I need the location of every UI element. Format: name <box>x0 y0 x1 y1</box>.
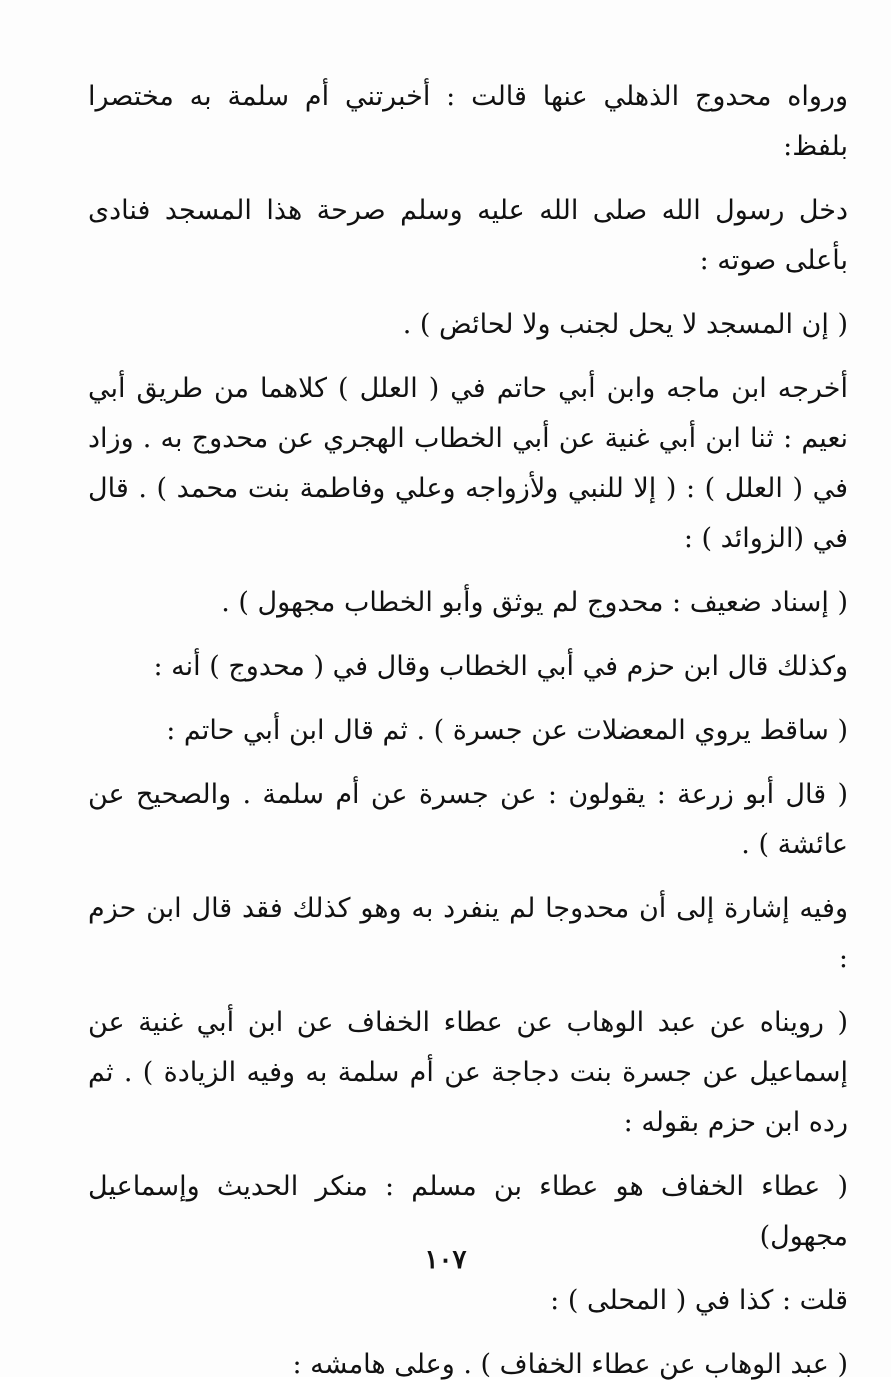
paragraph-5: ( إسناد ضعيف : محدوج لم يوثق وأبو الخطاب مجهول ) . <box>221 587 848 618</box>
paragraph-10: ( رويناه عن عبد الوهاب عن عطاء الخفاف عن ابن أبي غنية عن إسماعيل عن جسرة بنت دجاجة عن أم سلمة به وفيه الزيادة ) . ثم رده ابن حزم بقوله : <box>88 1007 848 1138</box>
paragraph-2: دخل رسول الله صلى الله عليه وسلم صرحة هذا المسجد فنادى بأعلى صوته : <box>88 195 848 276</box>
body-text <box>88 72 848 1390</box>
page-number: ١٠٧ <box>424 1245 467 1275</box>
paragraph-11: ( عطاء الخفاف هو عطاء بن مسلم : منكر الحديث وإسماعيل مجهول) <box>88 1171 848 1252</box>
paragraph-12: قلت : كذا في ( المحلى ) : <box>550 1285 848 1316</box>
paragraph-4: أخرجه ابن ماجه وابن أبي حاتم في ( العلل ) كلاهما من طريق أبي نعيم : ثنا ابن أبي غنية عن أبي الخطاب الهجري عن محدوج به . وزاد في ( العلل ) : ( إلا للنبي ولأزواجه وعلي وفاطمة بنت محمد ) . قال في (الزوائد ) : <box>88 373 848 554</box>
paragraph-7: ( ساقط يروي المعضلات عن جسرة ) . ثم قال ابن أبي حاتم : <box>166 715 848 746</box>
paragraph-13: ( عبد الوهاب عن عطاء الخفاف ) . وعلى هامشه : <box>292 1349 848 1380</box>
paragraph-9: وفيه إشارة إلى أن محدوجا لم ينفرد به وهو كذلك فقد قال ابن حزم : <box>88 893 848 974</box>
paragraph-6: وكذلك قال ابن حزم في أبي الخطاب وقال في ( محدوج ) أنه : <box>153 651 848 682</box>
paragraph-1: ورواه محدوج الذهلي عنها قالت : أخبرتني أم سلمة به مختصرا بلفظ: <box>88 81 848 162</box>
paragraph-3: ( إن المسجد لا يحل لجنب ولا لحائض ) . <box>402 309 848 340</box>
paragraph-8: ( قال أبو زرعة : يقولون : عن جسرة عن أم سلمة . والصحيح عن عائشة ) . <box>88 779 848 860</box>
